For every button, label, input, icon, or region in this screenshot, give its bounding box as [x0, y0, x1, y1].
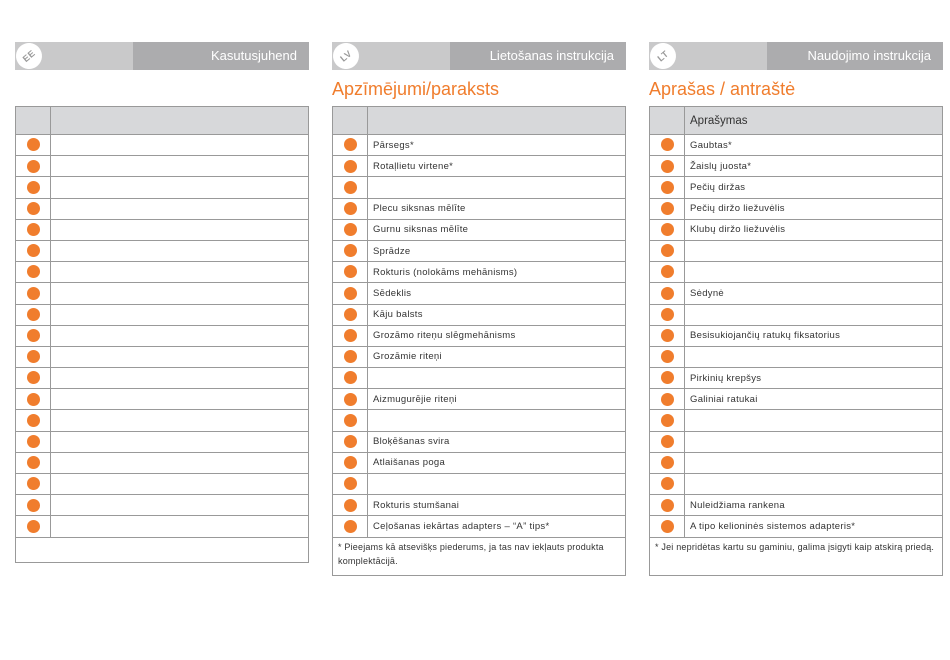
part-description: Gaubtas*	[685, 135, 943, 156]
table-row	[16, 346, 309, 367]
part-description	[685, 304, 943, 325]
marker-cell	[16, 389, 51, 410]
panel-lt	[649, 42, 943, 576]
marker-cell	[650, 516, 685, 537]
table-row	[650, 431, 943, 452]
table-row	[333, 346, 626, 367]
orange-dot-icon	[27, 244, 40, 257]
marker-cell	[650, 325, 685, 346]
marker-cell	[16, 516, 51, 537]
table-row	[333, 283, 626, 304]
orange-dot-icon	[27, 520, 40, 533]
language-badge: EE	[11, 38, 48, 75]
marker-cell	[16, 304, 51, 325]
orange-dot-icon	[344, 202, 357, 215]
orange-dot-icon	[661, 265, 674, 278]
marker-cell	[333, 495, 368, 516]
part-description	[51, 156, 309, 177]
marker-cell	[650, 346, 685, 367]
table-row	[333, 156, 626, 177]
marker-cell	[16, 346, 51, 367]
table-row	[16, 389, 309, 410]
number-column-header	[650, 107, 685, 135]
marker-cell	[16, 452, 51, 473]
part-description	[685, 346, 943, 367]
marker-cell	[16, 240, 51, 261]
part-description	[51, 304, 309, 325]
section-title: Lietošanas instrukcija	[450, 42, 626, 70]
legend-heading	[15, 70, 309, 106]
part-description	[685, 431, 943, 452]
table-row	[16, 516, 309, 537]
part-description	[368, 474, 626, 495]
table-row	[333, 495, 626, 516]
table-row	[16, 283, 309, 304]
table-row	[333, 410, 626, 431]
part-description	[51, 283, 309, 304]
part-description: Rokturis (nolokāms mehānisms)	[368, 262, 626, 283]
table-row	[650, 389, 943, 410]
number-column-header	[16, 107, 51, 135]
table-row	[650, 304, 943, 325]
marker-cell	[333, 135, 368, 156]
marker-cell	[650, 262, 685, 283]
orange-dot-icon	[661, 520, 674, 533]
marker-cell	[16, 177, 51, 198]
table-row	[650, 516, 943, 537]
orange-dot-icon	[344, 477, 357, 490]
part-description: Pirkinių krepšys	[685, 368, 943, 389]
orange-dot-icon	[344, 520, 357, 533]
table-row	[16, 156, 309, 177]
orange-dot-icon	[27, 414, 40, 427]
table-row	[650, 283, 943, 304]
marker-cell	[650, 283, 685, 304]
orange-dot-icon	[27, 329, 40, 342]
part-description	[685, 452, 943, 473]
table-row	[650, 410, 943, 431]
part-description	[51, 325, 309, 346]
part-description	[51, 495, 309, 516]
table-row	[650, 135, 943, 156]
table-row	[650, 198, 943, 219]
part-description: Galiniai ratukai	[685, 389, 943, 410]
footnote-row	[650, 537, 943, 575]
table-row	[16, 219, 309, 240]
orange-dot-icon	[661, 499, 674, 512]
table-row	[16, 410, 309, 431]
part-description: Klubų diržo liežuvėlis	[685, 219, 943, 240]
orange-dot-icon	[661, 223, 674, 236]
marker-cell	[650, 452, 685, 473]
section-title: Naudojimo instrukcija	[767, 42, 943, 70]
orange-dot-icon	[344, 414, 357, 427]
orange-dot-icon	[661, 350, 674, 363]
section-header	[15, 42, 309, 70]
part-description: Žaislų juosta*	[685, 156, 943, 177]
legend-heading: Apzīmējumi/paraksts	[332, 79, 500, 99]
table-row	[16, 240, 309, 261]
table-row	[333, 198, 626, 219]
part-description: Pečių diržo liežuvėlis	[685, 198, 943, 219]
marker-cell	[650, 431, 685, 452]
orange-dot-icon	[661, 414, 674, 427]
table-row	[333, 516, 626, 537]
marker-cell	[650, 304, 685, 325]
marker-cell	[333, 219, 368, 240]
part-description	[51, 389, 309, 410]
marker-cell	[16, 135, 51, 156]
marker-cell	[16, 410, 51, 431]
marker-cell	[333, 240, 368, 261]
part-description: Nuleidžiama rankena	[685, 495, 943, 516]
table-row	[16, 452, 309, 473]
table-row	[16, 177, 309, 198]
marker-cell	[333, 198, 368, 219]
table-row	[650, 495, 943, 516]
marker-cell	[333, 368, 368, 389]
orange-dot-icon	[661, 181, 674, 194]
marker-cell	[650, 135, 685, 156]
orange-dot-icon	[27, 202, 40, 215]
footnote-row	[333, 537, 626, 575]
part-description	[51, 262, 309, 283]
marker-cell	[16, 198, 51, 219]
marker-cell	[16, 495, 51, 516]
marker-cell	[16, 262, 51, 283]
orange-dot-icon	[661, 435, 674, 448]
marker-cell	[16, 156, 51, 177]
part-description	[685, 474, 943, 495]
table-row	[16, 325, 309, 346]
orange-dot-icon	[661, 287, 674, 300]
orange-dot-icon	[661, 371, 674, 384]
table-row	[650, 452, 943, 473]
table-row	[333, 474, 626, 495]
orange-dot-icon	[661, 308, 674, 321]
table-row	[333, 240, 626, 261]
part-description	[51, 410, 309, 431]
part-description: Plecu siksnas mēlīte	[368, 198, 626, 219]
table-row	[16, 474, 309, 495]
marker-cell	[16, 325, 51, 346]
orange-dot-icon	[344, 329, 357, 342]
orange-dot-icon	[344, 435, 357, 448]
legend-heading: Aprašas / antraštė	[649, 79, 796, 99]
orange-dot-icon	[661, 138, 674, 151]
orange-dot-icon	[661, 456, 674, 469]
part-description	[368, 177, 626, 198]
marker-cell	[333, 346, 368, 367]
marker-cell	[333, 177, 368, 198]
orange-dot-icon	[661, 329, 674, 342]
table-row	[333, 219, 626, 240]
marker-cell	[333, 516, 368, 537]
table-row	[650, 368, 943, 389]
orange-dot-icon	[27, 308, 40, 321]
part-description	[51, 474, 309, 495]
marker-cell	[650, 156, 685, 177]
table-row	[650, 240, 943, 261]
marker-cell	[16, 219, 51, 240]
section-header	[332, 42, 626, 70]
panel-ee	[15, 42, 309, 563]
orange-dot-icon	[27, 265, 40, 278]
table-row	[333, 262, 626, 283]
orange-dot-icon	[27, 223, 40, 236]
marker-cell	[650, 240, 685, 261]
footnote-row	[16, 537, 309, 562]
table-row	[16, 198, 309, 219]
part-description: Pečių diržas	[685, 177, 943, 198]
marker-cell	[650, 389, 685, 410]
part-description: Ceļošanas iekārtas adapters – “A” tips*	[368, 516, 626, 537]
part-description	[51, 368, 309, 389]
footnote	[16, 537, 309, 562]
marker-cell	[16, 283, 51, 304]
table-row	[16, 431, 309, 452]
language-badge: LV	[328, 38, 365, 75]
marker-cell	[333, 325, 368, 346]
part-description: Sprādze	[368, 240, 626, 261]
orange-dot-icon	[344, 499, 357, 512]
table-row	[333, 135, 626, 156]
legend-table	[15, 106, 309, 563]
marker-cell	[650, 474, 685, 495]
table-row	[16, 262, 309, 283]
marker-cell	[16, 368, 51, 389]
table-row	[16, 368, 309, 389]
orange-dot-icon	[344, 350, 357, 363]
part-description	[51, 346, 309, 367]
orange-dot-icon	[27, 499, 40, 512]
marker-cell	[333, 262, 368, 283]
legend-table	[332, 106, 626, 576]
orange-dot-icon	[661, 393, 674, 406]
table-row	[650, 156, 943, 177]
part-description: Grozāmie riteņi	[368, 346, 626, 367]
orange-dot-icon	[344, 287, 357, 300]
part-description: Besisukiojančių ratukų fiksatorius	[685, 325, 943, 346]
orange-dot-icon	[27, 350, 40, 363]
part-description	[51, 452, 309, 473]
part-description	[685, 240, 943, 261]
orange-dot-icon	[27, 456, 40, 469]
marker-cell	[333, 410, 368, 431]
table-row	[333, 389, 626, 410]
marker-cell	[333, 156, 368, 177]
marker-cell	[650, 198, 685, 219]
orange-dot-icon	[27, 181, 40, 194]
part-description	[51, 177, 309, 198]
orange-dot-icon	[27, 371, 40, 384]
part-description: Pārsegs*	[368, 135, 626, 156]
orange-dot-icon	[344, 138, 357, 151]
part-description	[51, 240, 309, 261]
footnote: * Pieejams kā atsevišķs piederums, ja tas nav iekļauts produkta komplektācijā.	[333, 537, 626, 575]
orange-dot-icon	[27, 477, 40, 490]
orange-dot-icon	[661, 477, 674, 490]
part-description: Rotaļlietu virtene*	[368, 156, 626, 177]
part-description: Sēdeklis	[368, 283, 626, 304]
description-column-header: Aprašymas	[685, 107, 943, 135]
section-header	[649, 42, 943, 70]
marker-cell	[16, 474, 51, 495]
part-description: Grozāmo riteņu slēgmehānisms	[368, 325, 626, 346]
table-row	[333, 325, 626, 346]
part-description	[368, 368, 626, 389]
orange-dot-icon	[344, 308, 357, 321]
marker-cell	[650, 495, 685, 516]
orange-dot-icon	[661, 160, 674, 173]
marker-cell	[333, 304, 368, 325]
orange-dot-icon	[344, 181, 357, 194]
table-row	[650, 474, 943, 495]
orange-dot-icon	[27, 287, 40, 300]
table-row	[333, 177, 626, 198]
table-row	[650, 325, 943, 346]
orange-dot-icon	[344, 244, 357, 257]
table-row	[650, 219, 943, 240]
part-description: Kāju balsts	[368, 304, 626, 325]
table-row	[650, 346, 943, 367]
footnote: * Jei nepridėtas kartu su gaminiu, galima įsigyti kaip atskirą priedą.	[650, 537, 943, 575]
description-column-header	[51, 107, 309, 135]
part-description: A tipo kelioninės sistemos adapteris*	[685, 516, 943, 537]
part-description	[51, 135, 309, 156]
section-title: Kasutusjuhend	[133, 42, 309, 70]
table-row	[333, 452, 626, 473]
marker-cell	[650, 368, 685, 389]
marker-cell	[16, 431, 51, 452]
part-description: Gurnu siksnas mēlīte	[368, 219, 626, 240]
table-row	[333, 368, 626, 389]
orange-dot-icon	[344, 393, 357, 406]
orange-dot-icon	[661, 202, 674, 215]
part-description	[685, 410, 943, 431]
language-badge: LT	[645, 38, 682, 75]
orange-dot-icon	[27, 435, 40, 448]
part-description	[51, 198, 309, 219]
orange-dot-icon	[27, 138, 40, 151]
description-column-header	[368, 107, 626, 135]
table-row	[16, 495, 309, 516]
part-description	[685, 262, 943, 283]
part-description: Aizmugurējie riteņi	[368, 389, 626, 410]
part-description	[51, 219, 309, 240]
orange-dot-icon	[344, 456, 357, 469]
part-description	[51, 516, 309, 537]
marker-cell	[333, 452, 368, 473]
marker-cell	[650, 219, 685, 240]
part-description: Sėdynė	[685, 283, 943, 304]
legend-table	[649, 106, 943, 576]
part-description: Bloķēšanas svira	[368, 431, 626, 452]
part-description: Rokturis stumšanai	[368, 495, 626, 516]
part-description	[51, 431, 309, 452]
table-row	[333, 431, 626, 452]
table-row	[16, 304, 309, 325]
marker-cell	[333, 283, 368, 304]
marker-cell	[650, 410, 685, 431]
marker-cell	[650, 177, 685, 198]
part-description: Atlaišanas poga	[368, 452, 626, 473]
part-description	[368, 410, 626, 431]
panel-lv	[332, 42, 626, 576]
table-row	[650, 177, 943, 198]
table-row	[333, 304, 626, 325]
orange-dot-icon	[661, 244, 674, 257]
orange-dot-icon	[344, 371, 357, 384]
orange-dot-icon	[27, 160, 40, 173]
orange-dot-icon	[344, 160, 357, 173]
orange-dot-icon	[27, 393, 40, 406]
table-row	[650, 262, 943, 283]
marker-cell	[333, 389, 368, 410]
table-row	[16, 135, 309, 156]
marker-cell	[333, 474, 368, 495]
number-column-header	[333, 107, 368, 135]
orange-dot-icon	[344, 265, 357, 278]
orange-dot-icon	[344, 223, 357, 236]
marker-cell	[333, 431, 368, 452]
